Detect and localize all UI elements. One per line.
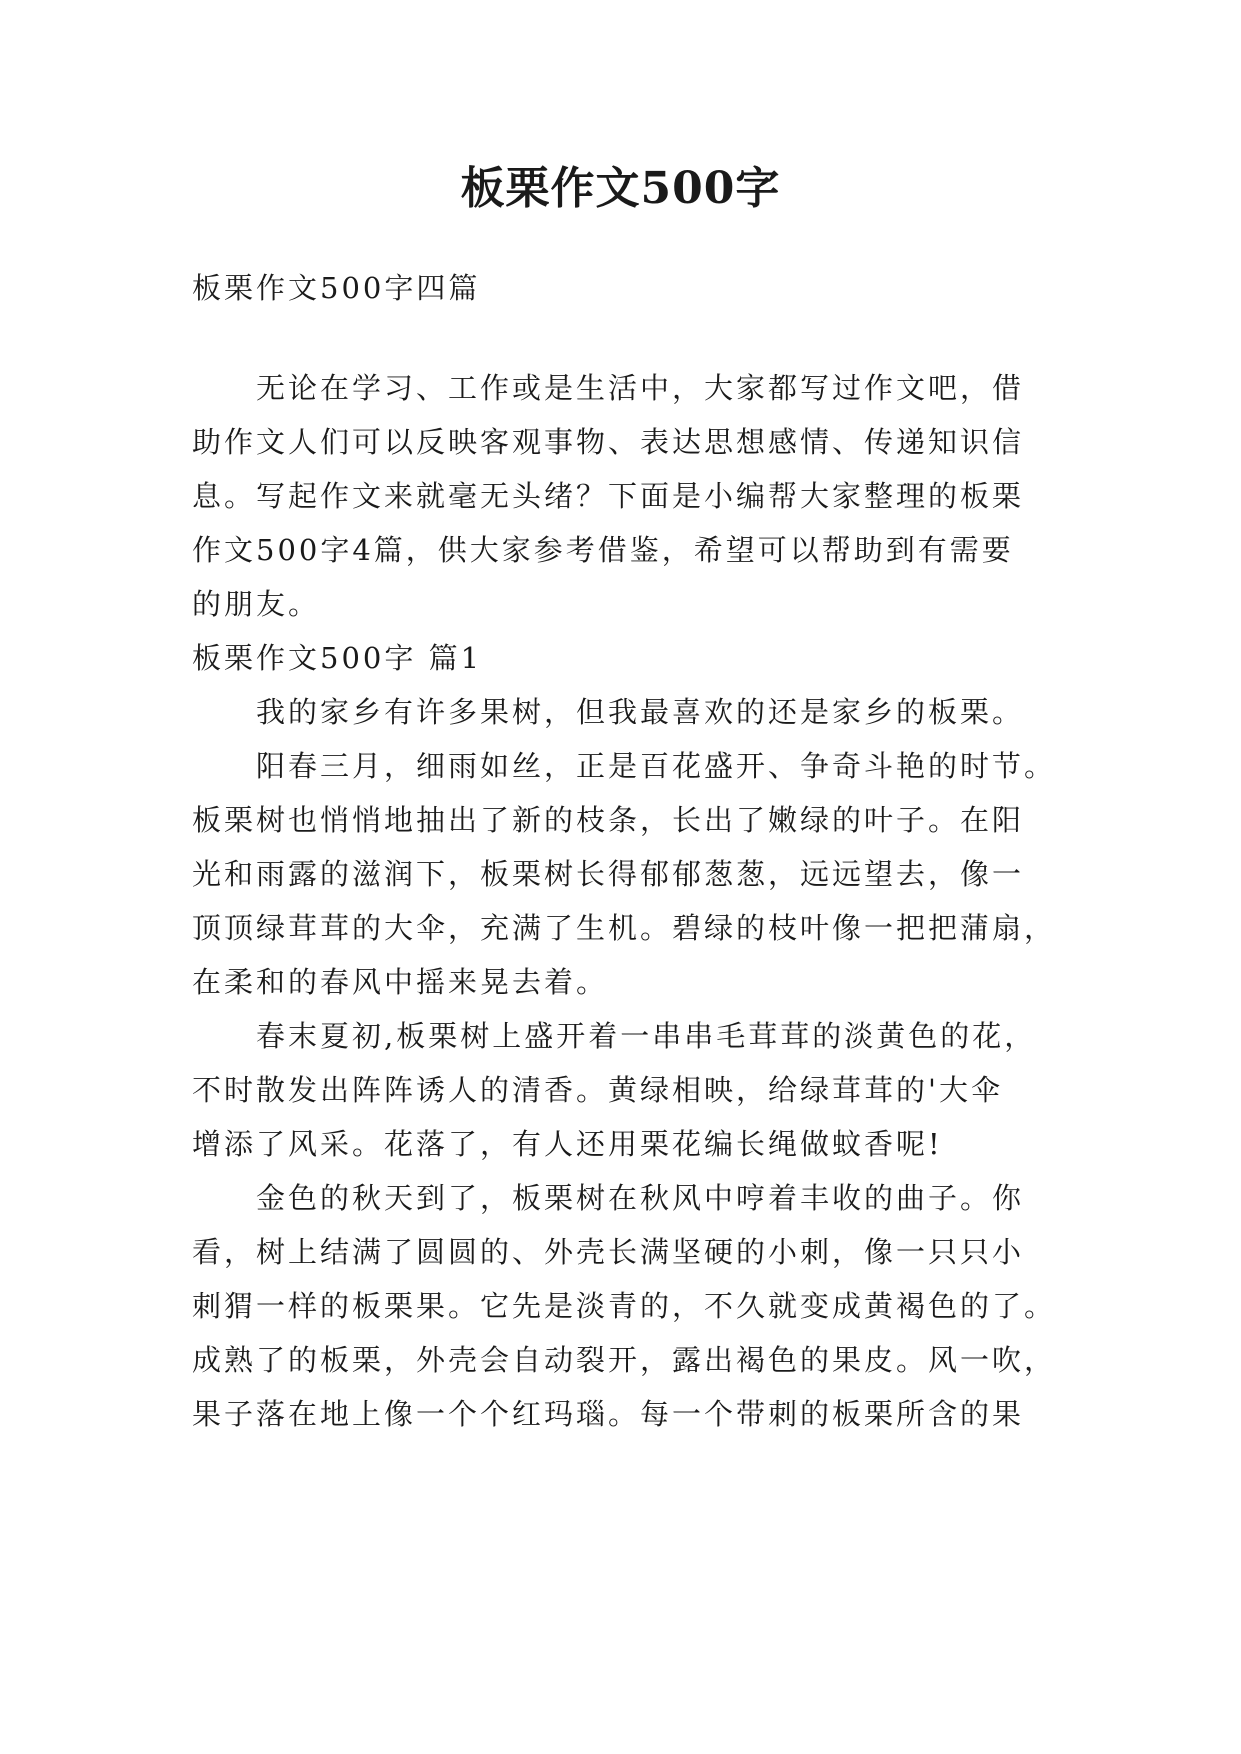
body-line: 增添了风采。花落了，有人还用栗花编长绳做蚊香呢! xyxy=(192,1127,943,1161)
body-line: 在柔和的春风中摇来晃去着。 xyxy=(192,965,609,999)
body-line: 看，树上结满了圆圆的、外壳长满坚硬的小刺，像一只只小 xyxy=(192,1235,1025,1269)
body-line: 不时散发出阵阵诱人的清香。黄绿相映，给绿茸茸的'大伞 xyxy=(192,1073,1003,1107)
intro-line: 息。写起作文来就毫无头绪？下面是小编帮大家整理的板栗 xyxy=(192,479,1025,513)
intro-line: 无论在学习、工作或是生活中，大家都写过作文吧，借 xyxy=(256,371,1025,405)
document-title: 板栗作文500字 xyxy=(460,163,781,214)
body-line: 刺猬一样的板栗果。它先是淡青的，不久就变成黄褐色的了。 xyxy=(192,1289,1057,1323)
body-line: 金色的秋天到了，板栗树在秋风中哼着丰收的曲子。你 xyxy=(256,1181,1025,1215)
body-line: 光和雨露的滋润下，板栗树长得郁郁葱葱，远远望去，像一 xyxy=(192,857,1025,891)
body-line: 果子落在地上像一个个红玛瑙。每一个带刺的板栗所含的果 xyxy=(192,1397,1025,1431)
body-line: 我的家乡有许多果树，但我最喜欢的还是家乡的板栗。 xyxy=(256,695,1025,729)
body-line: 顶顶绿茸茸的大伞，充满了生机。碧绿的枝叶像一把把蒲扇， xyxy=(192,911,1057,945)
document-subtitle: 板栗作文500字四篇 xyxy=(192,271,481,305)
section-heading: 板栗作文500字 篇1 xyxy=(192,641,483,675)
body-line: 阳春三月，细雨如丝，正是百花盛开、争奇斗艳的时节。 xyxy=(256,749,1057,783)
body-line: 板栗树也悄悄地抽出了新的枝条，长出了嫩绿的叶子。在阳 xyxy=(192,803,1025,837)
body-line: 春末夏初,板栗树上盛开着一串串毛茸茸的淡黄色的花， xyxy=(256,1019,1037,1053)
body-line: 成熟了的板栗，外壳会自动裂开，露出褐色的果皮。风一吹， xyxy=(192,1343,1057,1377)
intro-line: 作文500字4篇，供大家参考借鉴，希望可以帮助到有需要 xyxy=(192,533,1014,567)
intro-line: 的朋友。 xyxy=(192,587,321,621)
intro-line: 助作文人们可以反映客观事物、表达思想感情、传递知识信 xyxy=(192,425,1025,459)
